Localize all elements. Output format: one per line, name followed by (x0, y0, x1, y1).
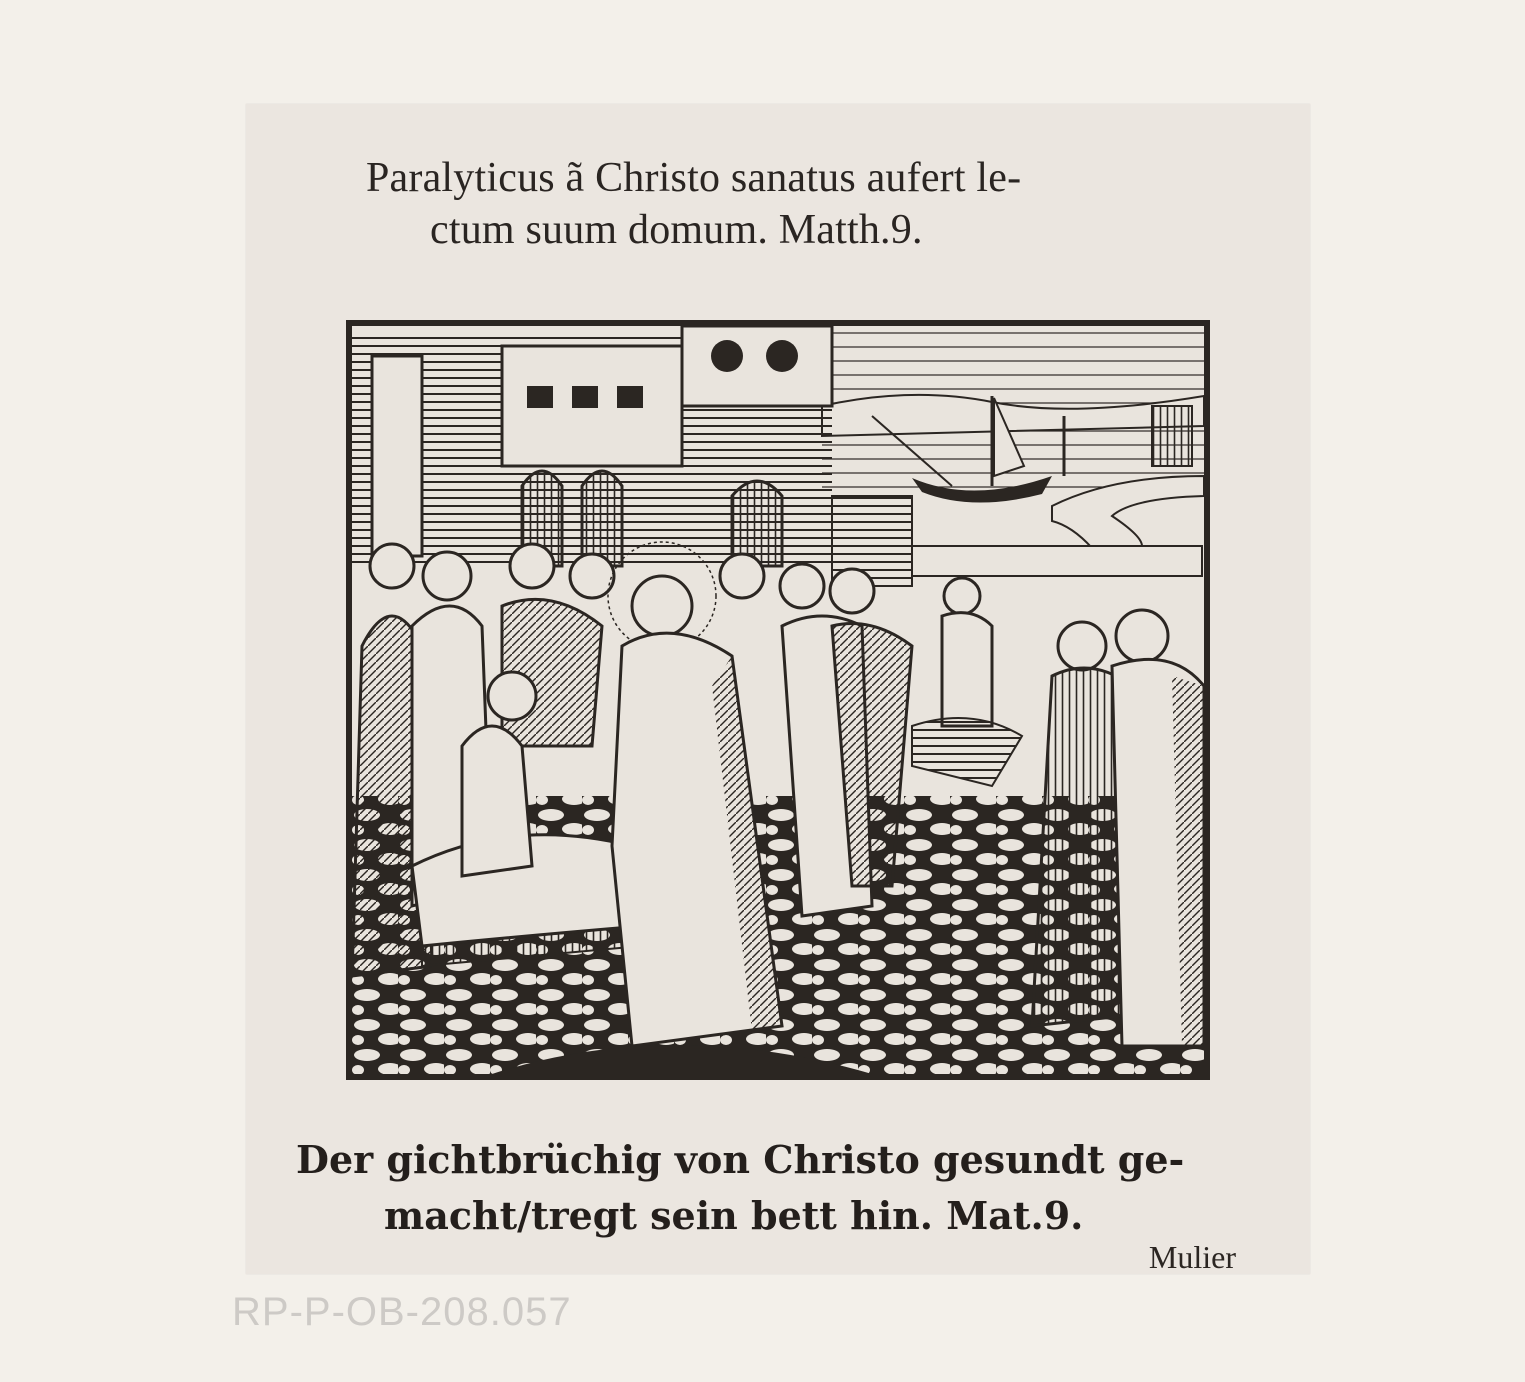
print-sheet (246, 104, 1310, 1274)
german-caption-line-1: Der gichtbrüchig von Christo gesundt ge- (296, 1137, 1185, 1182)
christ-figure (608, 542, 782, 1046)
latin-caption-line-1: Paralyticus ã Christo sanatus aufert le- (366, 155, 1022, 201)
latin-caption (366, 152, 1266, 256)
woodcut-illustration (346, 320, 1210, 1080)
inventory-number: RP-P-OB-208.057 (232, 1290, 572, 1334)
german-caption (296, 1132, 1276, 1244)
woodcut-scene-drawing (352, 326, 1204, 1074)
distant-tower (1152, 406, 1192, 466)
catchword: Mulier (1148, 1240, 1236, 1270)
healed-man-carrying-bed (912, 578, 1022, 786)
latin-caption-line-2: ctum suum domum. Matth.9. (430, 207, 923, 253)
german-caption-line-2: macht/tregt sein bett hin. Mat.9. (384, 1193, 1084, 1238)
pharisees (1032, 610, 1204, 1046)
